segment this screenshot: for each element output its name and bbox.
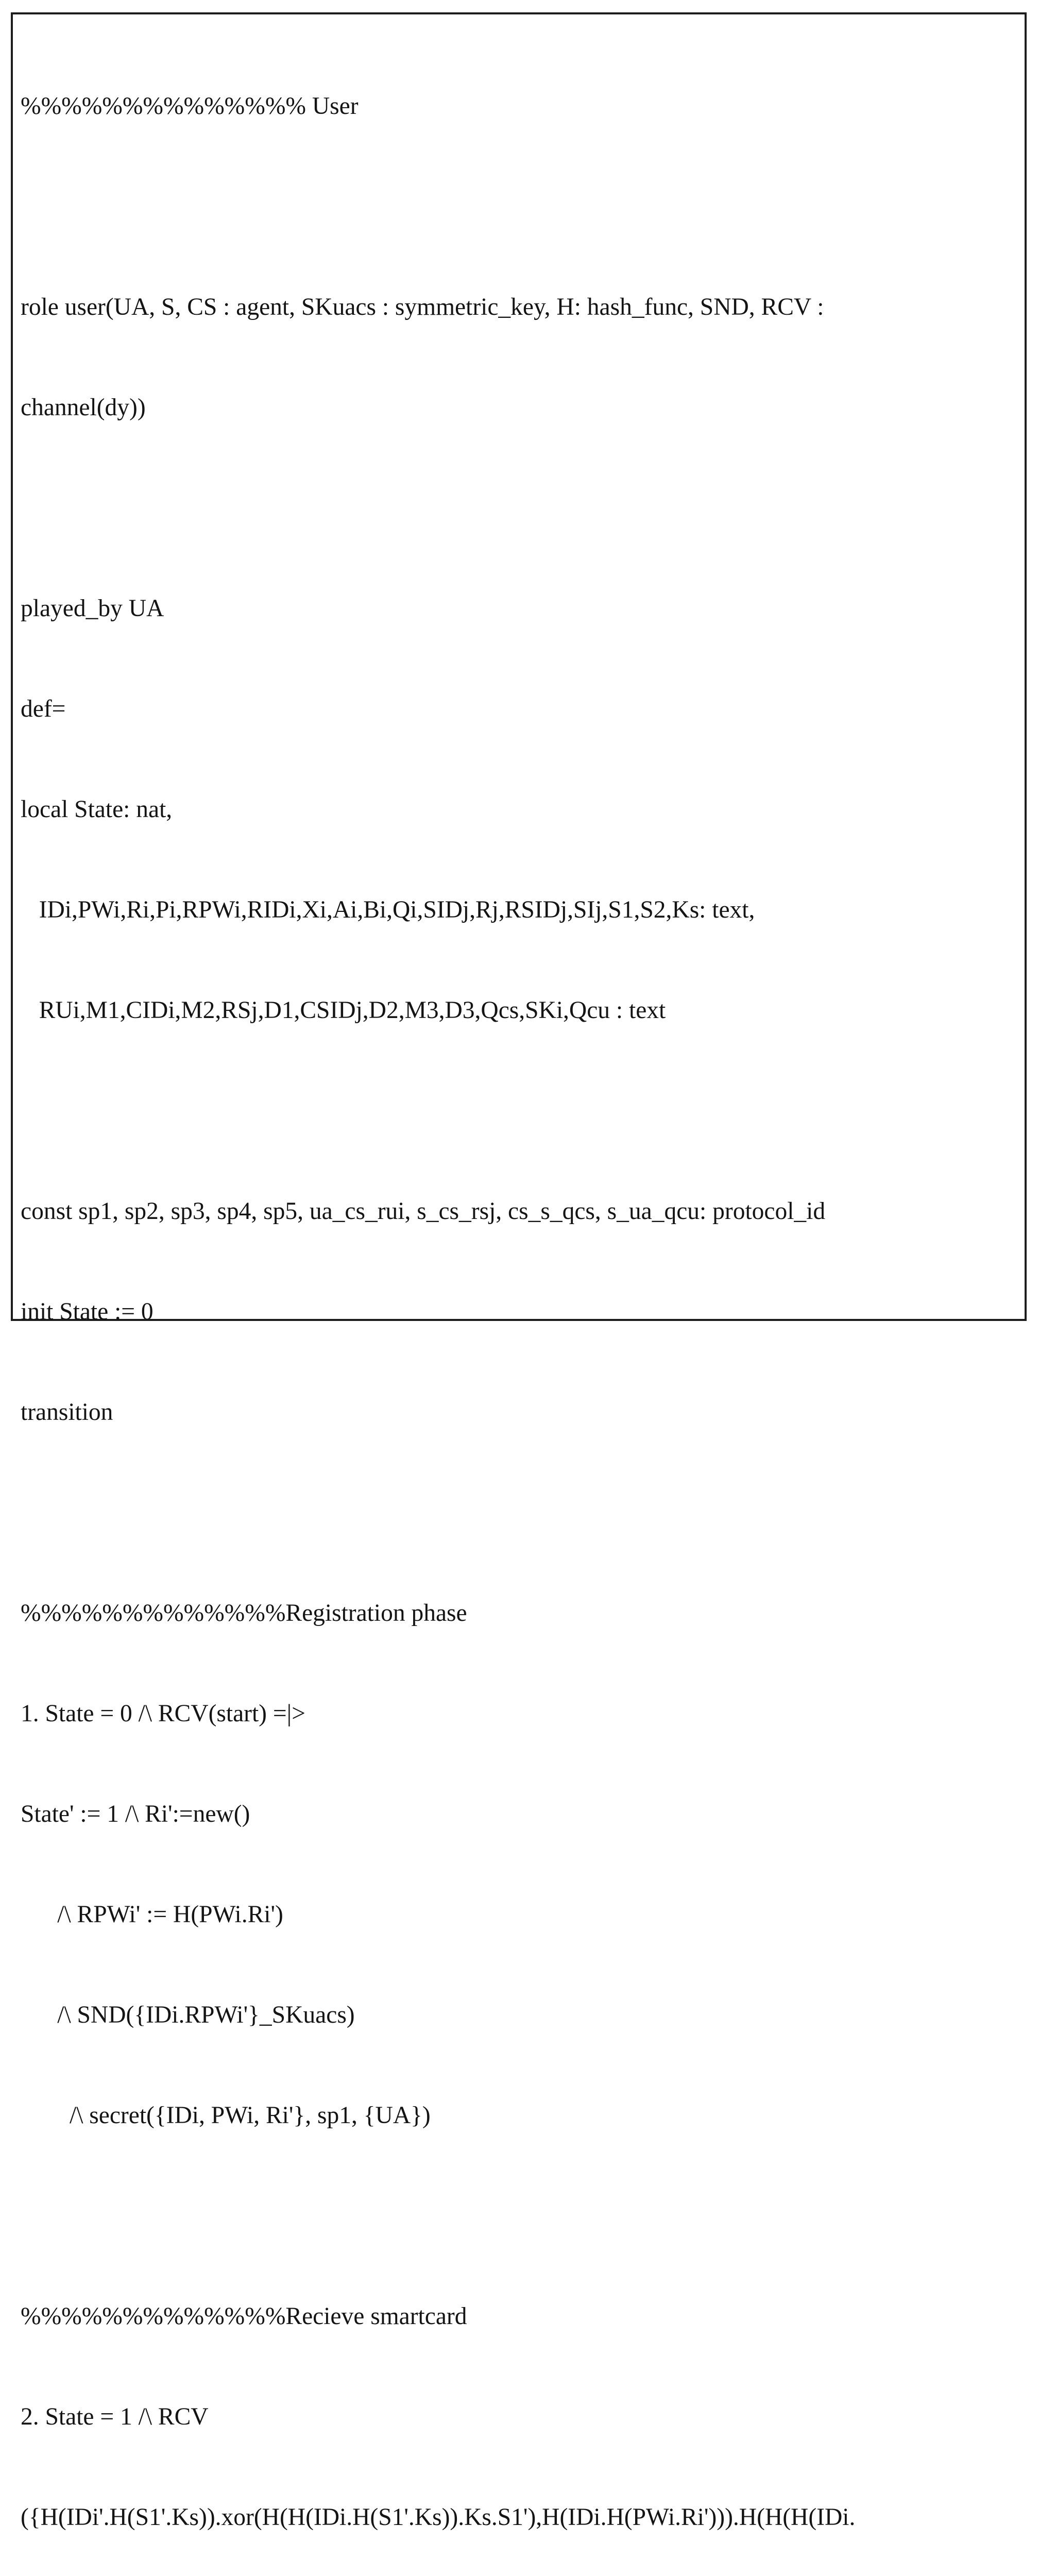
code-line-comment-registration: %%%%%%%%%%%%%Registration phase xyxy=(21,1600,467,1626)
code-line-comment-smartcard: %%%%%%%%%%%%%Recieve smartcard xyxy=(21,2303,467,2330)
code-line-blank xyxy=(21,1094,1010,1128)
code-line-init-state: init State := 0 xyxy=(21,1298,154,1325)
code-line-role-signature: role user(UA, S, CS : agent, SKuacs : symmetric_key, H: hash_func, SND, RCV : xyxy=(21,294,824,320)
hlpsl-code-block xyxy=(21,23,1010,2576)
code-line-secret: /\ secret({IDi, PWi, Ri'}, sp1, {UA}) xyxy=(21,2102,431,2129)
code-line-snd-registration: /\ SND({IDi.RPWi'}_SKuacs) xyxy=(21,2002,355,2028)
code-line-def: def= xyxy=(21,696,66,722)
code-line-comment-user: %%%%%%%%%%%%%% User xyxy=(21,93,359,120)
code-line-rpwi: /\ RPWi' := H(PWi.Ri') xyxy=(21,1901,283,1928)
code-line-played-by: played_by UA xyxy=(21,595,164,622)
code-line-local-vars-1: IDi,PWi,Ri,Pi,RPWi,RIDi,Xi,Ai,Bi,Qi,SIDj,Rj,RSIDj,SIj,S1,S2,Ks: text, xyxy=(21,896,755,923)
code-line-blank xyxy=(21,492,1010,525)
code-line-step-2: 2. State = 1 /\ RCV xyxy=(21,2403,209,2430)
code-line-transition: transition xyxy=(21,1399,113,1426)
code-line-blank xyxy=(21,1496,1010,1530)
code-line-state-1: State' := 1 /\ Ri':=new() xyxy=(21,1801,250,1827)
code-line-rcv-smartcard-1: ({H(IDi'.H(S1'.Ks)).xor(H(H(IDi.H(S1'.Ks)).Ks.S1'),H(IDi.H(PWi.Ri'))).H(H(H(IDi. xyxy=(21,2504,856,2531)
code-line-role-signature-cont: channel(dy)) xyxy=(21,394,146,421)
code-line-local-state: local State: nat, xyxy=(21,796,173,823)
code-line-blank xyxy=(21,2199,1010,2233)
code-line-blank xyxy=(21,190,1010,224)
code-line-step-1: 1. State = 0 /\ RCV(start) =|> xyxy=(21,1700,305,1727)
code-line-const: const sp1, sp2, sp3, sp4, sp5, ua_cs_rui, s_cs_rsj, cs_s_qcs, s_ua_qcu: protocol_id xyxy=(21,1198,826,1225)
code-line-local-vars-2: RUi,M1,CIDi,M2,RSj,D1,CSIDj,D2,M3,D3,Qcs,SKi,Qcu : text xyxy=(21,997,666,1024)
